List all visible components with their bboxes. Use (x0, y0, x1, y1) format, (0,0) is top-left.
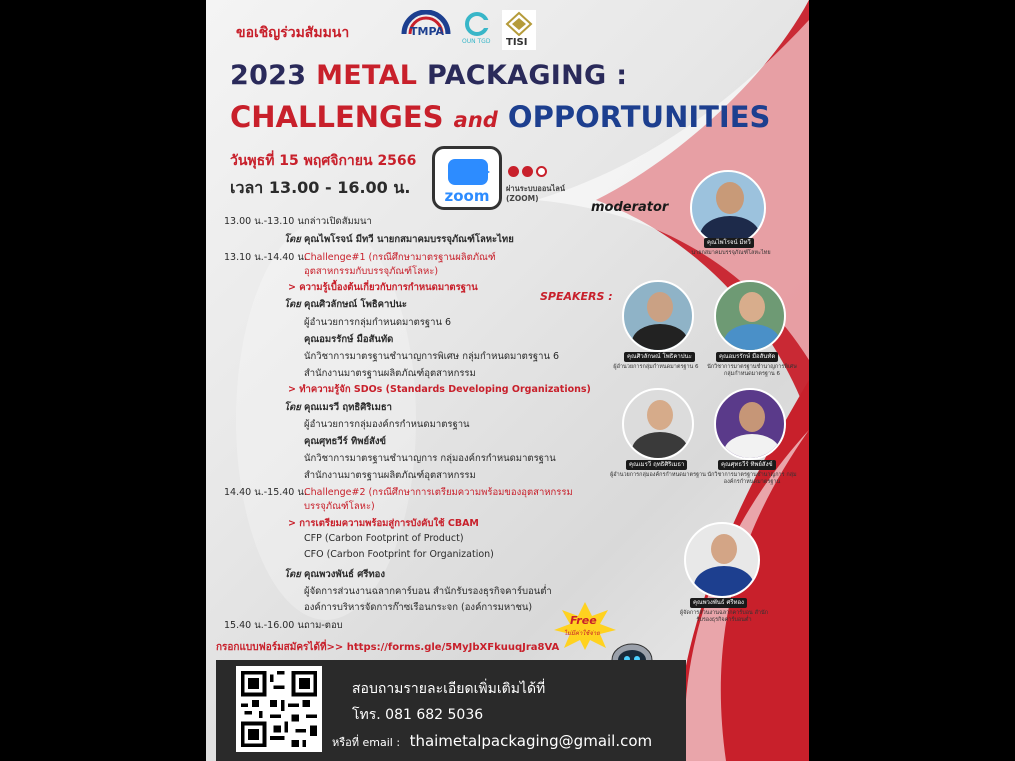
agenda-by: โดย (284, 299, 301, 310)
title-metal: METAL (316, 60, 418, 91)
speaker-photo (622, 388, 694, 460)
tmpa-logo (396, 10, 456, 50)
agenda-topic: > การเตรียมความพร้อมสู่การบังคับใช้ CBAM (288, 518, 479, 529)
agenda-item: องค์การบริหารจัดการก๊าซเรือนกระจก (องค์การมหาชน) (304, 602, 533, 613)
oun-tgd-logo (462, 10, 492, 50)
contact-email-label: หรือที่ email : (332, 736, 401, 749)
speaker-title: ผู้อำนวยการกลุ่มกำหนดมาตรฐาน 6 (613, 364, 699, 370)
agenda-item: ผู้อำนวยการกลุ่มองค์กรกำหนดมาตรฐาน (304, 419, 470, 430)
title-packaging: PACKAGING : (427, 60, 628, 91)
zoom-logo (432, 146, 502, 210)
agenda-topic: > ความรู้เบื้องต้นเกี่ยวกับการกำหนดมาตรฐาน (288, 282, 478, 293)
moderator-label: moderator (591, 200, 669, 215)
contact-email-row (332, 732, 652, 751)
agenda-item: ผู้อำนวยการกลุ่มกำหนดมาตรฐาน 6 (304, 317, 452, 328)
speaker-title: ผู้อำนวยการกลุ่มองค์กรกำหนดมาตรฐาน (610, 472, 706, 478)
speaker-photo (684, 522, 760, 598)
agenda-by: โดย (284, 234, 301, 245)
agenda-time: 13.10 น.-14.40 น. (224, 252, 307, 263)
agenda-item: คุณพวงพันธ์ ศรีทอง (304, 569, 386, 580)
agenda-item: Challenge#2 (กรณีศึกษาการเตรียมความพร้อมของอุตสาหกรรม (304, 487, 573, 498)
agenda-item: สำนักงานมาตรฐานผลิตภัณฑ์อุตสาหกรรม (304, 368, 476, 379)
agenda-item: คุณศุทธวีร์ ทิพย์สังข์ (304, 436, 387, 447)
moderator-photo (690, 170, 766, 246)
speaker-name: คุณอมรรักษ์ มือสันทัด (716, 352, 778, 362)
oun-tgd-logo-text: OUN TGD (462, 38, 491, 45)
title-opportunities: OPPORTUNITIES (507, 100, 771, 134)
agenda-item: นักวิชาการมาตรฐานชำนาญการ กลุ่มองค์กรกำหนดมาตรฐาน (304, 453, 556, 464)
agenda-item: นักวิชาการมาตรฐานชำนาญการพิเศษ กลุ่มกำหนดมาตรฐาน 6 (304, 351, 560, 362)
tmpa-logo-text: TMPA (410, 25, 445, 38)
title-year: 2023 (230, 60, 307, 91)
event-time: เวลา 13.00 - 16.00 น. (230, 178, 411, 197)
title-and: and (453, 108, 498, 132)
speaker-title: นักวิชาการมาตรฐานชำนาญการพิเศษ กลุ่มกำหนดมาตรฐาน 6 (707, 364, 797, 377)
speaker-title: ผู้จัดการส่วนงานฉลากคาร์บอน สำนักรับรองธุรกิจคาร์บอนต่ำ (679, 610, 769, 623)
speaker-name: คุณพวงพันธ์ ศรีทอง (690, 598, 747, 608)
zoom-label: zoom (444, 187, 490, 205)
speaker-name: คุณเมรวี ฤทธิศิริเมธา (626, 460, 687, 470)
agenda-item: ถาม-ตอบ (304, 620, 343, 631)
title-challenges: CHALLENGES (230, 100, 444, 134)
moderator-name: คุณไพโรจน์ มีทวี (704, 238, 754, 248)
agenda-item: คุณเมรวี ฤทธิศิริเมธา (304, 402, 393, 413)
contact-footer (216, 660, 686, 761)
agenda-item: กล่าวเปิดสัมมนา (304, 216, 372, 227)
zoom-camera-icon (448, 159, 488, 185)
speakers-label: SPEAKERS : (540, 290, 613, 303)
speaker-photo (714, 280, 786, 352)
title-line-1 (230, 60, 627, 91)
free-text: Free (570, 614, 597, 627)
status-dots (508, 162, 550, 181)
agenda-item: สำนักงานมาตรฐานผลิตภัณฑ์อุตสาหกรรม (304, 470, 476, 481)
event-poster (206, 0, 809, 761)
agenda-item: ผู้จัดการส่วนงานฉลากคาร์บอน สำนักรับรองธุรกิจคาร์บอนต่ำ (304, 586, 552, 597)
contact-email[interactable]: thaimetalpackaging@gmail.com (409, 732, 653, 750)
speaker-name: คุณศิวลักษณ์ โพธิคาปนะ (624, 352, 695, 362)
agenda-time: 14.40 น.-15.40 น. (224, 487, 307, 498)
event-date: วันพุธที่ 15 พฤศจิกายน 2566 (230, 153, 417, 169)
agenda-topic: > ทำความรู้จัก SDOs (Standards Developing Organizations) (288, 384, 591, 395)
moderator-title: นายกสมาคมบรรจุภัณฑ์โลหะไทย (691, 250, 771, 256)
invite-text: ขอเชิญร่วมสัมมนา (236, 25, 350, 41)
agenda-by: โดย (284, 569, 301, 580)
agenda-item: คุณอมรรักษ์ มือสันทัด (304, 334, 394, 345)
agenda-item: CFP (Carbon Footprint of Product) (304, 533, 464, 544)
platform-note: ผ่านระบบออนไลน์ (ZOOM) (506, 184, 565, 203)
speaker-photo (714, 388, 786, 460)
agenda-item: คุณศิวลักษณ์ โพธิคาปนะ (304, 299, 407, 310)
registration-link[interactable]: กรอกแบบฟอร์มสมัครได้ที่>> https://forms.gle/5MyJbXFkuuqJra8VA (216, 642, 560, 653)
speaker-title: นักวิชาการมาตรฐานชำนาญการ กลุ่มองค์กรกำหนดมาตรฐาน (707, 472, 797, 485)
qr-code[interactable] (236, 666, 322, 752)
speaker-name: คุณศุทธวีร์ ทิพย์สังข์ (718, 460, 776, 470)
free-subtext: ไม่มีค่าใช้จ่าย (564, 630, 600, 637)
contact-phone: โทร. 081 682 5036 (352, 707, 484, 723)
agenda-time: 13.00 น.-13.10 น. (224, 216, 307, 227)
speaker-photo (622, 280, 694, 352)
title-line-2 (230, 100, 770, 134)
agenda-item: บรรจุภัณฑ์โลหะ) (304, 501, 375, 512)
agenda-item: คุณไพโรจน์ มีทวี นายกสมาคมบรรจุภัณฑ์โลหะไทย (304, 234, 514, 245)
agenda-time: 15.40 น.-16.00 น. (224, 620, 307, 631)
tisi-logo-text: TISI (506, 37, 528, 48)
agenda-by: โดย (284, 402, 301, 413)
agenda-item: อุตสาหกรรมกับบรรจุภัณฑ์โลหะ) (304, 266, 439, 277)
agenda-item: CFO (Carbon Footprint for Organization) (304, 549, 494, 560)
contact-heading: สอบถามรายละเอียดเพิ่มเติมได้ที่ (352, 681, 546, 697)
tisi-logo (502, 10, 536, 50)
agenda-item: Challenge#1 (กรณีศึกษามาตรฐานผลิตภัณฑ์ (304, 252, 496, 263)
